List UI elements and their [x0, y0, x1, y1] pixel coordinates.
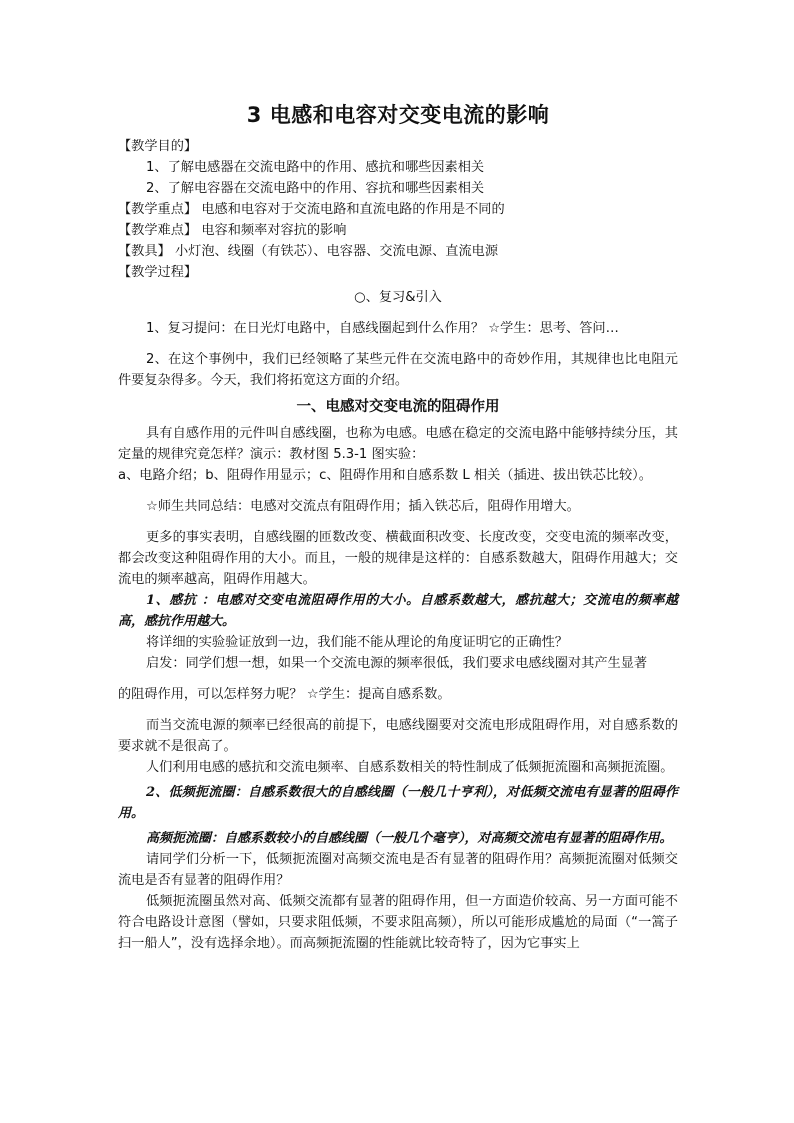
summary-paragraph: ☆师生共同总结：电感对交流点有阻碍作用；插入铁芯后，阻碍作用增大。	[146, 499, 580, 514]
hint-line: 启发：同学们想一想，如果一个交流电源的频率很低，我们要求电感线圈对其产生显著	[146, 656, 648, 671]
review-paragraph: 2、在这个事例中，我们已经领略了某些元件在交流电路中的奇妙作用，其规律也比电阻元件要复杂得多。今天，我们将拓宽这方面的介绍。	[118, 352, 678, 388]
objectives-heading: 【教学目的】	[118, 139, 198, 154]
hint-continuation: 的阻碍作用，可以怎样努力呢？ ☆学生：提高自感系数。	[118, 687, 451, 702]
analysis-question: 请同学们分析一下，低频扼流圈对高频交流电是否有显著的阻碍作用？高频扼流圈对低频交流电是否有显著的阻碍作用？	[118, 852, 678, 888]
document-page	[118, 100, 678, 954]
high-frequency-choke: 高频扼流圈：自感系数较小的自感线圈（一般几个毫亨），对高频交流电有显著的阻碍作用。	[146, 831, 673, 846]
document-title: 3 电感和电容对交变电流的影响	[246, 103, 550, 127]
low-frequency-choke: 2、低频扼流圈：自感系数很大的自感线圈（一般几十亨利），对低频交流电有显著的阻碍作用。	[118, 785, 678, 821]
section-review-heading: ○、复习&引入	[354, 290, 442, 305]
teaching-tools: 【教具】 小灯泡、线圈（有铁芯）、电容器、交流电源、直流电源	[118, 244, 499, 259]
inductance-intro: 具有自感作用的元件叫自感线圈，也称为电感。电感在稳定的交流电路中能够持续分压，其定量的规律究竟怎样？演示：教材图 5.3-1 图实验：	[118, 426, 678, 462]
objective-item: 1、了解电感器在交流电路中的作用、感抗和哪些因素相关	[146, 160, 485, 175]
choke-intro: 人们利用电感的感抗和交流电频率、自感系数相关的特性制成了低频扼流圈和高频扼流圈。	[146, 760, 674, 775]
objective-item: 2、了解电容器在交流电路中的作用、容抗和哪些因素相关	[146, 181, 485, 196]
section-inductance-heading: 一、电感对交变电流的阻碍作用	[296, 399, 500, 415]
reactance-definition: 1、感抗 ：电感对交变电流阻碍作用的大小。自感系数越大，感抗越大；交流电的频率越高，感抗作用越大。	[118, 593, 678, 629]
difficulty: 【教学难点】 电容和频率对容抗的影响	[118, 223, 347, 238]
key-point: 【教学重点】 电感和电容对于交流电路和直流电路的作用是不同的	[118, 202, 505, 217]
process-heading: 【教学过程】	[118, 265, 198, 280]
review-question: 1、复习提问：在日光灯电路中，自感线圈起到什么作用？ ☆学生：思考、答问…	[146, 321, 619, 336]
experiment-steps: a、电路介绍；b、阻碍作用显示；c、阻碍作用和自感系数 L 相关（插进、拔出铁芯比较）。	[118, 468, 652, 483]
high-frequency-paragraph: 而当交流电源的频率已经很高的前提下，电感线圈要对交流电形成阻碍作用，对自感系数的要求就不是很高了。	[118, 718, 678, 754]
theory-question: 将详细的实验验证放到一边，我们能不能从理论的角度证明它的正确性？	[146, 635, 568, 650]
facts-paragraph: 更多的事实表明，自感线圈的匝数改变、横截面积改变、长度改变，交变电流的频率改变，都会改变这种阻碍作用的大小。而且，一般的规律是这样的：自感系数越大，阻碍作用越大；交流电的频率越高，阻碍作用越大。	[118, 530, 678, 587]
choke-comparison: 低频扼流圈虽然对高、低频交流都有显著的阻碍作用，但一方面造价较高、另一方面可能不符合电路设计意图（譬如，只要求阻低频，不要求阻高频），所以可能形成尴尬的局面（“一篙子扫一船人”，没有选择余地）。而高频扼流圈的性能就比较奇特了，因为它事实上	[118, 894, 678, 951]
